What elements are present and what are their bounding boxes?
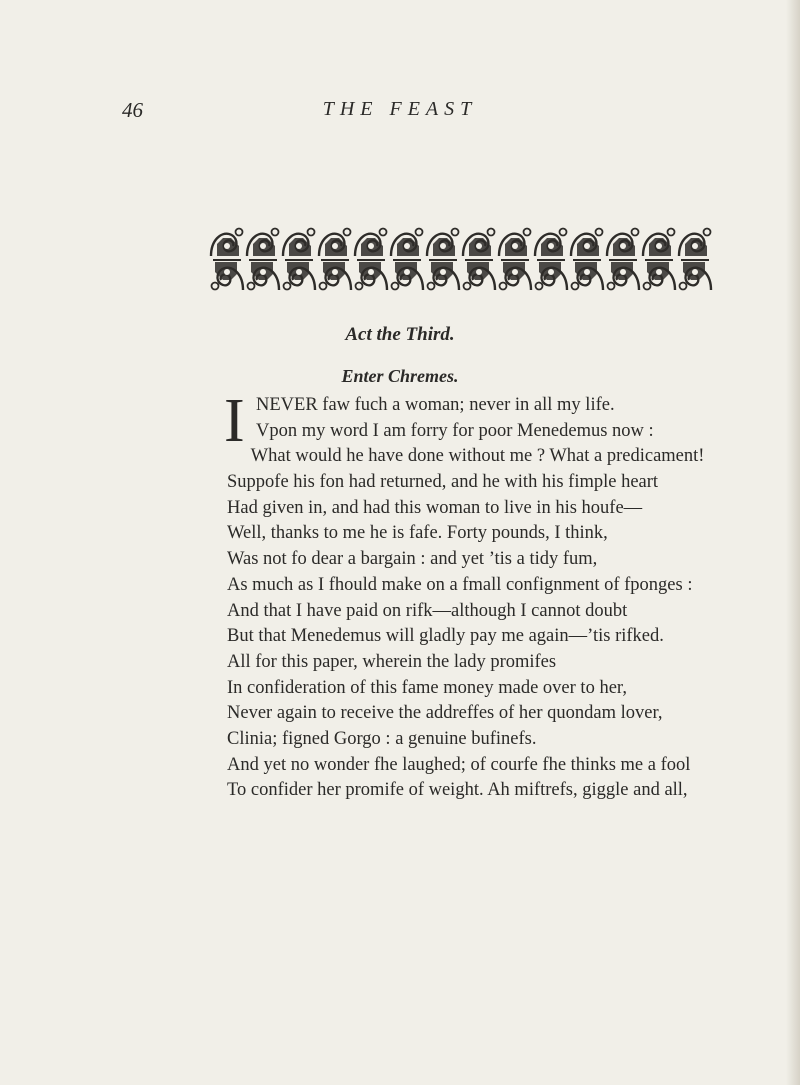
act-title: Act the Third. bbox=[345, 324, 455, 345]
verse-line: NEVER faw fuch a woman; never in all my life. bbox=[256, 395, 615, 415]
decorative-band-icon bbox=[209, 226, 713, 292]
verse-line: Well, thanks to me he is fafe. Forty pounds, I think, bbox=[227, 523, 608, 544]
verse-line: In confideration of this fame money made over to her, bbox=[227, 677, 627, 698]
verse-line: What would he have done without me ? What a predicament! bbox=[250, 446, 705, 467]
page-edge-shadow bbox=[786, 0, 800, 1085]
verse-line: And yet no wonder fhe laughed; of courfe fhe thinks me a fool bbox=[227, 754, 691, 775]
drop-cap: I bbox=[224, 387, 245, 455]
page-number: 46 bbox=[122, 98, 143, 122]
running-header bbox=[0, 98, 800, 128]
verse-line: To confider her promife of weight. Ah miftrefs, giggle and all, bbox=[227, 780, 688, 801]
verse-body bbox=[224, 387, 787, 804]
stage-direction: Enter Chremes. bbox=[341, 366, 459, 386]
verse-line: Was not fo dear a bargain : and yet ’tis a tidy fum, bbox=[227, 549, 598, 570]
verse-line: Vpon my word I am forry for poor Menedemus now : bbox=[256, 420, 654, 441]
verse-line: But that Menedemus will gladly pay me again—’tis rifked. bbox=[227, 626, 664, 647]
verse-line: As much as I fhould make on a fmall confignment of fponges : bbox=[227, 574, 693, 595]
verse-line: Clinia; figned Gorgo : a genuine bufinefs. bbox=[227, 728, 537, 749]
verse-line: Never again to receive the addreffes of her quondam lover, bbox=[227, 703, 663, 724]
verse-line: Suppofe his fon had returned, and he with his fimple heart bbox=[227, 472, 659, 493]
verse-line: All for this paper, wherein the lady promifes bbox=[227, 651, 557, 672]
verse-line: And that I have paid on rifk—although I cannot doubt bbox=[227, 600, 628, 621]
running-title: THE FEAST bbox=[322, 98, 478, 120]
verse-line: Had given in, and had this woman to live in his houfe— bbox=[227, 497, 643, 518]
